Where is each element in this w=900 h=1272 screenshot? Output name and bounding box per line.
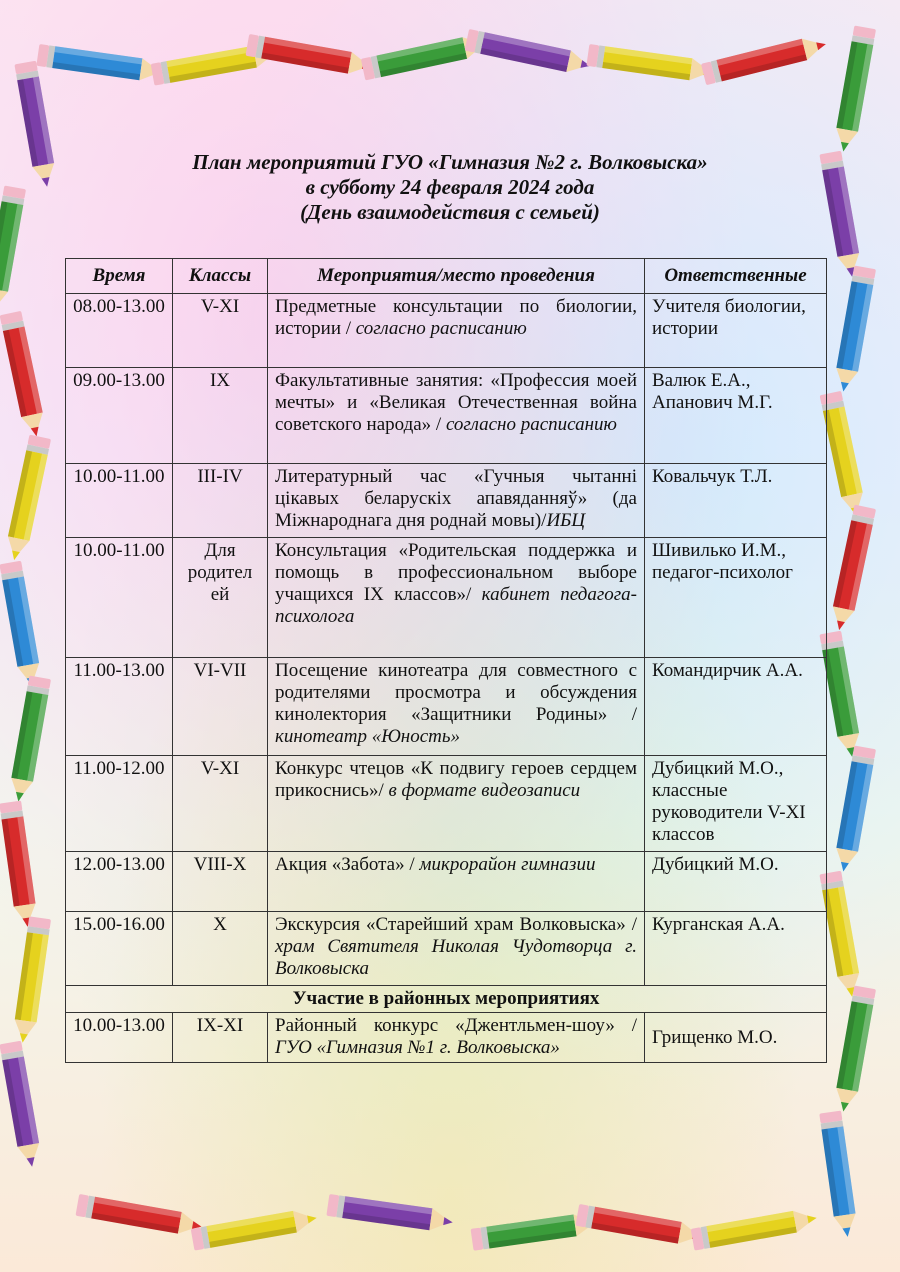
cell-event [268, 464, 645, 538]
event-place: ИБЦ [546, 510, 586, 531]
cell-classes: Для родител ей [173, 538, 268, 658]
table-row [66, 1013, 827, 1063]
title-line-1: План мероприятий ГУО «Гимназия №2 г. Волковыска» [192, 150, 708, 174]
cell-time: 09.00-13.00 [66, 368, 173, 464]
cell-responsible: Валюк Е.А., Апанович М.Г. [645, 368, 827, 464]
table-row [66, 538, 827, 658]
section-row [66, 986, 827, 1013]
cell-responsible: Курганская А.А. [645, 912, 827, 986]
cell-time: 08.00-13.00 [66, 294, 173, 368]
title-line-3: (День взаимодействия с семьей) [300, 200, 600, 224]
event-text: Консультация «Родительская поддержка и помощь в профессиональном выборе учащихся IX классов»/ [275, 540, 637, 605]
cell-classes: III-IV [173, 464, 268, 538]
table-row [66, 852, 827, 912]
table-row [66, 912, 827, 986]
events-table [65, 258, 827, 1063]
page-title [100, 150, 800, 225]
cell-classes: VI-VII [173, 658, 268, 756]
section-title: Участие в районных мероприятиях [66, 986, 827, 1013]
table-row [66, 756, 827, 852]
event-text: Литературный час «Гучныя чытанні цікавых беларускіх апавяданняў» (да Міжнароднага дня роднай мовы)/ [275, 466, 637, 531]
cell-classes: VIII-X [173, 852, 268, 912]
cell-event [268, 658, 645, 756]
event-place: микрорайон гимназии [419, 854, 596, 875]
event-place: храм Святителя Николая Чудотворца г. Волковыска [275, 936, 637, 979]
cell-responsible: Ковальчук Т.Л. [645, 464, 827, 538]
event-text: Конкурс чтецов «К подвигу героев сердцем прикоснись»/ [275, 758, 637, 801]
cell-responsible: Учителя биологии, истории [645, 294, 827, 368]
title-line-2: в субботу 24 февраля 2024 года [305, 175, 595, 199]
cell-time: 12.00-13.00 [66, 852, 173, 912]
table-row [66, 658, 827, 756]
cell-event [268, 912, 645, 986]
table-row [66, 368, 827, 464]
cell-responsible: Дубицкий М.О. [645, 852, 827, 912]
cell-time: 10.00-13.00 [66, 1013, 173, 1063]
cell-time: 10.00-11.00 [66, 538, 173, 658]
cell-time: 15.00-16.00 [66, 912, 173, 986]
cell-event [268, 1013, 645, 1063]
event-place: ГУО «Гимназия №1 г. Волковыска» [275, 1037, 560, 1058]
cell-classes: X [173, 912, 268, 986]
event-place: согласно расписанию [445, 414, 617, 435]
event-text: Экскурсия «Старейший храм Волковыска» / [275, 914, 637, 935]
cell-event [268, 538, 645, 658]
cell-time: 11.00-12.00 [66, 756, 173, 852]
event-text: Посещение кинотеатра для совместного с родителями просмотра и обсуждения кинолектория «Защитники Родины» / [275, 660, 637, 725]
cell-responsible: Дубицкий М.О., классные руководители V-XI классов [645, 756, 827, 852]
event-place: согласно расписанию [355, 318, 527, 339]
cell-classes: IX-XI [173, 1013, 268, 1063]
header-event: Мероприятия/место проведения [268, 259, 645, 294]
table-row [66, 294, 827, 368]
event-text: Районный конкурс «Джентльмен-шоу» / [275, 1015, 637, 1036]
table-row [66, 464, 827, 538]
event-place: в формате видеозаписи [388, 780, 581, 801]
cell-event [268, 368, 645, 464]
table-header-row [66, 259, 827, 294]
event-place: кинотеатр «Юность» [275, 726, 461, 747]
header-time: Время [66, 259, 173, 294]
cell-classes: V-XI [173, 756, 268, 852]
cell-classes: IX [173, 368, 268, 464]
event-text: Акция «Забота» / [275, 854, 420, 875]
cell-event [268, 294, 645, 368]
cell-classes: V-XI [173, 294, 268, 368]
header-classes: Классы [173, 259, 268, 294]
cell-responsible: Шивилько И.М., педагог-психолог [645, 538, 827, 658]
event-text: Факультативные занятия: «Профессия моей мечты» и «Великая Отечественная война советского народа» / [275, 370, 637, 435]
cell-time: 11.00-13.00 [66, 658, 173, 756]
event-text: Предметные консультации по биологии, истории / [275, 296, 637, 339]
cell-event [268, 756, 645, 852]
header-responsible: Ответственные [645, 259, 827, 294]
cell-time: 10.00-11.00 [66, 464, 173, 538]
cell-event [268, 852, 645, 912]
cell-responsible: Командирчик А.А. [645, 658, 827, 756]
event-place: кабинет педагога-психолога [275, 584, 637, 627]
cell-responsible: Грищенко М.О. [645, 1013, 827, 1063]
